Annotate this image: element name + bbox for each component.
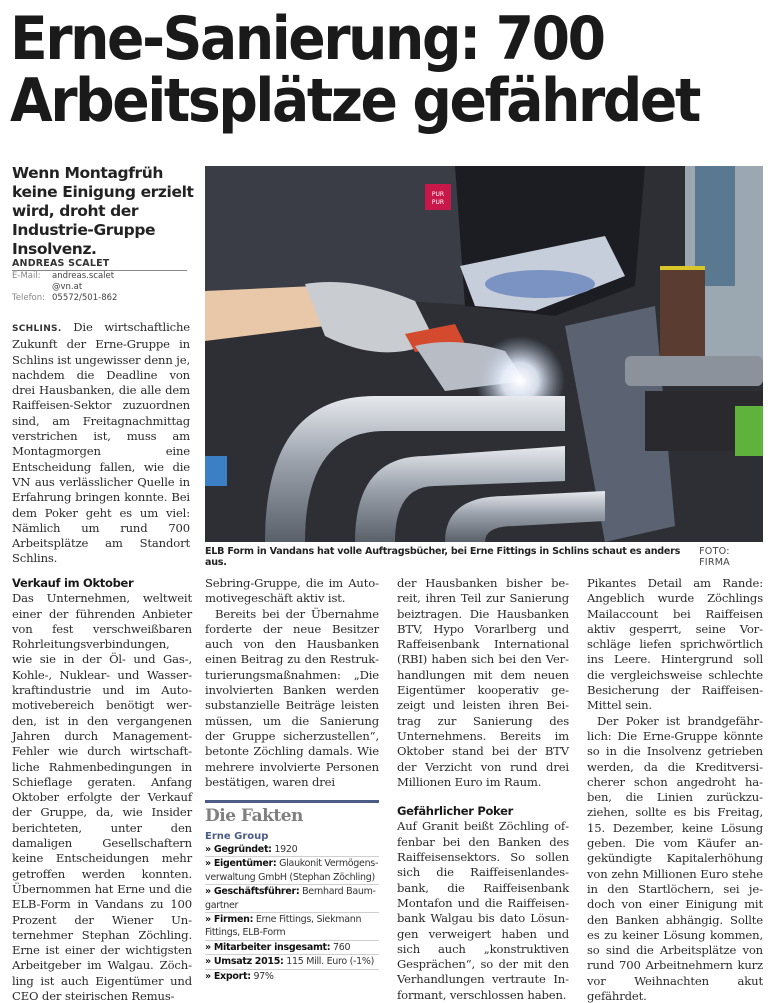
- column-3-p1: der Hausbanken bisher bereit, ihren Teil zur Sanierung beiztragen. Die Hausbanken BTV, Hypo Vorarlberg und Raffeisenbank International (RBI) haben sich bei den Verhandlungen mit dem neuen Eigentümer kooperativ gezeigt und leisten ihren Beitrag zur Sanierung des Unternehmens. Bereits im Oktober stand bei der BTV der Verzicht von rund drei Millionen Euro im Raum.: [397, 576, 569, 789]
- column-1: [12, 576, 192, 1003]
- facts-title: Die Fakten: [205, 806, 303, 826]
- fact-item: » Umsatz 2015: 115 Mill. Euro (-1%): [205, 955, 379, 969]
- column-2-p2: Bereits bei der Übernahme forderte der neue Besitzer auch von den Hausbanken einen Beitrag zu den Restrukturierungsmaßnahmen: „Die involvierten Banken werden substanzielle Beiträge leisten müssen, um die Sanierung der Gruppe sicherzustellen“, betonte Zöchling damals. Wie mehrere involvierte Personen bestätigen, waren drei: [205, 606, 379, 789]
- intro-paragraph: [12, 320, 190, 567]
- email-link[interactable]: andreas.scalet @vn.at: [52, 271, 115, 292]
- phone-label: Telefon:: [12, 293, 46, 303]
- fact-item: » Gegründet: 1920: [205, 843, 379, 857]
- column-4: [587, 576, 763, 1003]
- photo-credit: FOTO: FIRMA: [699, 546, 730, 568]
- column-4-p1: Pikantes Detail am Rande: Angeblich wurde Zöchlings Mailaccount bei Raiffeisen aktiv gesperrt, seine Vorschläge liefen sprichwörtlich ins Leere. Hintergrund soll die vergleichsweise schlechte Besicherung der Raiffeisen-Mittel sein.: [587, 576, 763, 713]
- phone-number: 05572/501-862: [52, 293, 118, 303]
- fact-item: » Firmen: Erne Fittings, Siekmann Fittings, ELB-Form: [205, 913, 379, 941]
- subhead-verkauf: Verkauf im Oktober: [12, 576, 134, 590]
- email-label: E-Mail:: [12, 271, 41, 281]
- intro-text: Die wirtschaftliche Zukunft der Erne-Gruppe in Schlins ist ungewisser denn je, nachdem die Deadline von drei Hausbanken, die alle dem Raiffeisen-Sektor zuzuordnen sind, am Freitagnachmittag verstrichen ist, muss am Montagmorgen eine Entscheidung fallen, wie die VN aus verlässlicher Quelle in Erfahrung bringen konnte. Bei dem Poker geht es um viel: Nämlich um rund 700 Arbeitsplätze am Standort Schlins.: [12, 320, 190, 566]
- fact-item: » Geschäftsführer: Bernhard Baumgartner: [205, 885, 379, 913]
- lead-paragraph: Wenn Montagfrüh keine Einigung erzielt wird, droht der Industrie-Gruppe Insolvenz.: [12, 164, 194, 258]
- photo-caption: [205, 546, 763, 568]
- fact-item: » Eigentümer: Glaukonit Vermögensverwaltung GmbH (Stephan Zöchling): [205, 857, 379, 885]
- phone-row: [12, 293, 187, 304]
- column-2-p1: Sebring-Gruppe, die im Automotivegeschäft aktiv ist.: [205, 576, 379, 606]
- facts-divider: [205, 800, 379, 803]
- svg-text:PUR: PUR: [431, 191, 445, 198]
- column-3: [397, 576, 569, 1003]
- headline: [10, 4, 700, 136]
- facts-box: [205, 800, 379, 983]
- fact-item: » Export: 97%: [205, 970, 274, 982]
- caption-text: ELB Form in Vandans hat volle Auftragsbücher, bei Erne Fittings in Schlins schaut es anders aus.: [205, 546, 681, 568]
- svg-text:PUR: PUR: [431, 199, 445, 206]
- facts-group-name: Erne Group: [205, 831, 269, 842]
- article-photo: [205, 166, 763, 542]
- subhead-poker: Gefährlicher Poker: [397, 804, 513, 819]
- author-name: ANDREAS SCALET: [12, 258, 187, 271]
- dateline: SCHLINS.: [12, 324, 62, 334]
- headline-line-1: Erne-Sanierung: 700: [10, 4, 604, 74]
- fact-item: » Mitarbeiter insgesamt: 760: [205, 941, 379, 955]
- column-3-p2: Auf Granit beißt Zöchling offenbar bei den Banken des Raiffeisensektors. So sollen sich die Raiffeisenlandesbank, die Raiffeisenbank Montafon und die Raiffeisenbank Walgau bis dato Lösungen verweigert haben und sich auch „konstruktiven Gesprächen“, so der mit den Verhandlungen vertraute Informant, verschlossen haben.: [397, 819, 569, 1002]
- byline: [12, 258, 187, 304]
- email-row: [12, 271, 187, 293]
- welder-photo-illustration: [205, 166, 763, 542]
- column-4-p2: Der Poker ist brandgefährlich: Die Erne-Gruppe könnte so in die Insolvenz getrieben werden, da die Kreditversicherer schon angedroht haben, die Linien zurückzuziehen, sollte es bis Freitag, 15. Dezember, keine Lösung geben. Die vom Käufer angekündigte Kapitalerhöhung von zehn Millionen Euro stehe in den Startlöchern, sei jedoch von einer Einigung mit den Banken abhängig. Sollte es zu keiner Lösung kommen, so sind die Arbeitsplätze von rund 700 Arbeitnehmern kurz vor Weihnachten akut gefährdet.: [587, 713, 763, 1003]
- column-1-text: Das Unternehmen, weltweit einer der führenden Anbieter von fest verschweißbaren Rohrleitungsverbindungen, wie sie in der Öl- und Gas-, Kohle-, Nuklear- und Wasserkraftindustrie und im Automotivebereich benötigt werden, ist in den vergangenen Jahren durch Management-Fehler wie durch wirtschaftliche Rahmenbedingungen in Schieflage geraten. Anfang Oktober erfolgte der Verkauf der Gruppe, da, wie Insider berichteten, unter den damaligen Gesellschaftern keine Entscheidungen mehr getroffen werden konnten. Übernommen hat Erne und die ELB-Form in Vandans zu 100 Prozent der Wiener Unternehmer Stephan Zöchling. Erne ist einer der wichtigsten Arbeitgeber im Walgau. Zöchling ist auch Eigentümer und CEO der steirischen Remus-: [12, 591, 192, 1003]
- headline-line-2: Arbeitsplätze gefährdet: [10, 66, 699, 136]
- column-2: [205, 576, 379, 790]
